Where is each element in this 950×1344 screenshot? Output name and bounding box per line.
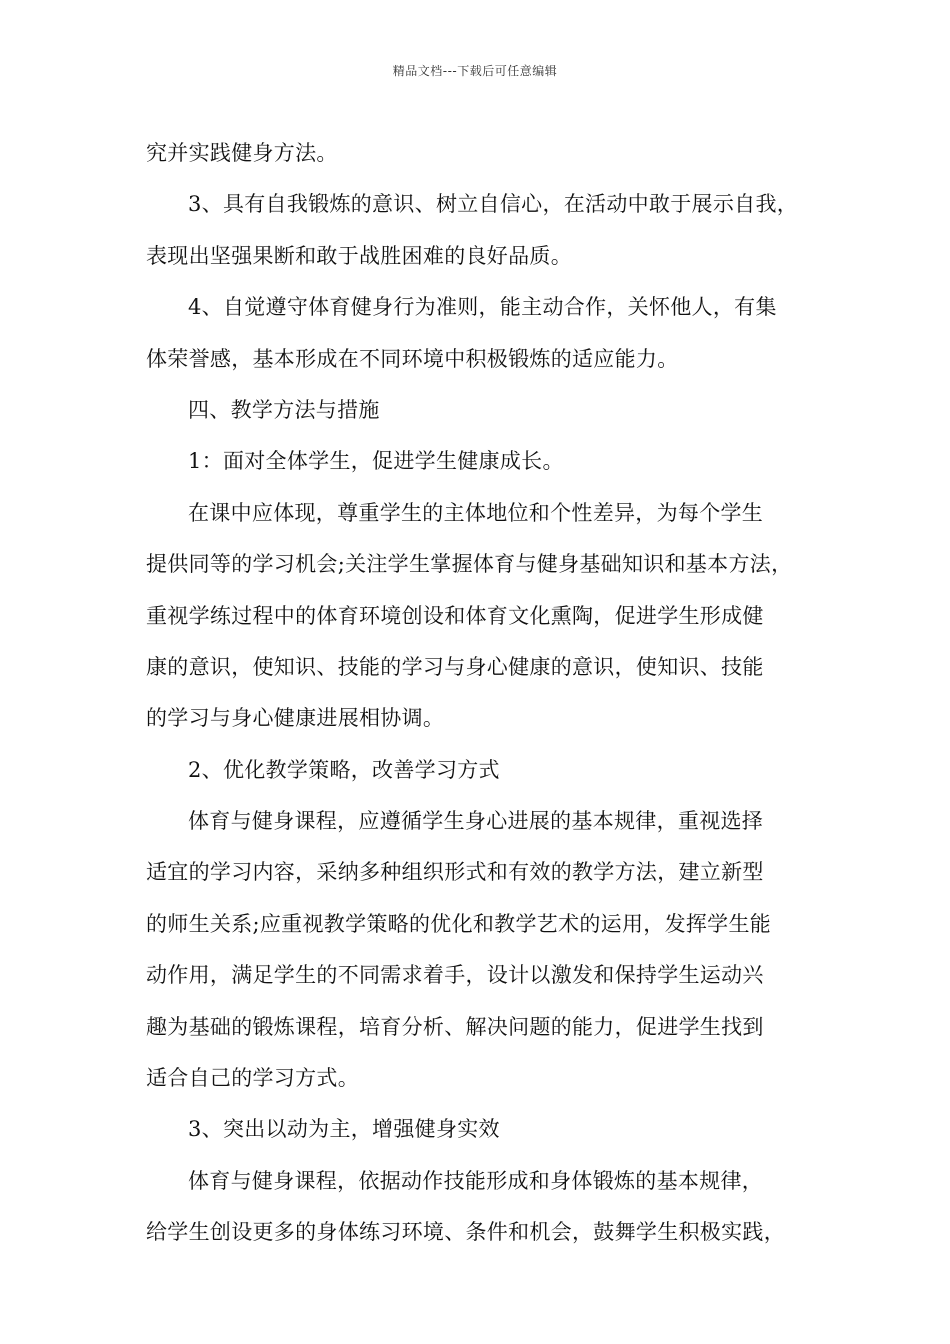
text-line: 适宜的学习内容，采纳多种组织形式和有效的教学方法，建立新型 xyxy=(146,860,764,885)
page-header: 精品文档---下载后可任意编辑 xyxy=(392,64,558,78)
text-line: 3、具有自我锻炼的意识、树立自信心，在活动中敢于展示自我， xyxy=(188,192,799,217)
subsection-heading: 3、突出以动为主，增强健身实效 xyxy=(188,1117,500,1142)
text-line: 表现出坚强果断和敢于战胜困难的良好品质。 xyxy=(146,243,572,268)
text-line: 在课中应体现，尊重学生的主体地位和个性差异，为每个学生 xyxy=(188,500,764,525)
subsection-heading: 2、优化教学策略，改善学习方式 xyxy=(188,757,500,782)
text-line: 4、自觉遵守体育健身行为准则，能主动合作，关怀他人，有集 xyxy=(188,295,777,320)
subsection-heading: 1：面对全体学生，促进学生健康成长。 xyxy=(188,449,564,474)
text-line: 体育与健身课程，依据动作技能形成和身体锻炼的基本规律， xyxy=(188,1168,764,1193)
text-line: 重视学练过程中的体育环境创设和体育文化熏陶，促进学生形成健 xyxy=(146,603,764,628)
text-line: 究并实践健身方法。 xyxy=(146,141,338,165)
section-heading: 四、教学方法与措施 xyxy=(188,397,380,422)
text-line: 康的意识，使知识、技能的学习与身心健康的意识，使知识、技能 xyxy=(146,654,764,679)
text-line: 体荣誉感，基本形成在不同环境中积极锻炼的适应能力。 xyxy=(146,346,679,371)
document-body xyxy=(146,128,836,1259)
text-line: 给学生创设更多的身体练习环境、条件和机会，鼓舞学生积极实践， xyxy=(146,1220,785,1245)
text-line: 的师生关系;应重视教学策略的优化和教学艺术的运用，发挥学生能 xyxy=(146,911,772,936)
text-line: 体育与健身课程，应遵循学生身心进展的基本规律，重视选择 xyxy=(188,809,764,834)
text-line: 提供同等的学习机会;关注学生掌握体育与健身基础知识和基本方法， xyxy=(146,552,793,577)
text-line: 趣为基础的锻炼课程，培育分析、解决问题的能力，促进学生找到 xyxy=(146,1014,764,1039)
text-line: 适合自己的学习方式。 xyxy=(146,1066,359,1091)
text-line: 的学习与身心健康进展相协调。 xyxy=(146,706,445,731)
text-line: 动作用，满足学生的不同需求着手，设计以激发和保持学生运动兴 xyxy=(146,963,764,988)
